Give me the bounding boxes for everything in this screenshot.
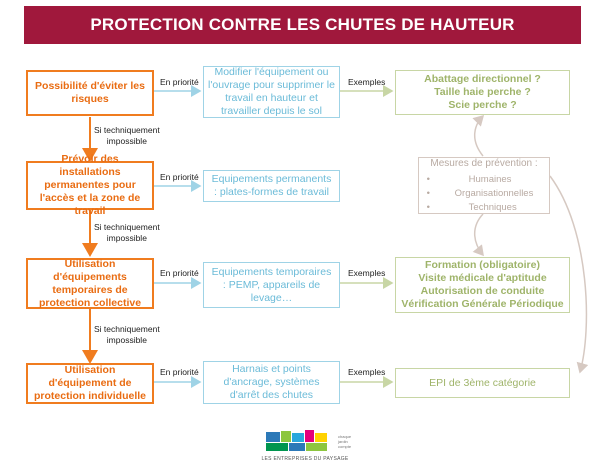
logo-tagline-1: chaque [338,434,352,439]
label-priority-4: En priorité [160,367,199,377]
step-box-individual [26,363,154,404]
logo-mark-icon [260,428,338,454]
examples-box-4 [395,368,570,398]
solution-box-3 [203,262,340,308]
prevention-item: • Techniques [435,201,534,215]
if-impossible-line1: Si techniquement [94,125,160,135]
step-box-collective [26,258,154,309]
example-3-2: Autorisation de conduite [420,285,545,297]
solution-text-4: Harnais et points d'ancrage, systèmes d'arrêt des chutes [223,363,320,401]
label-examples-4: Exemples [348,367,386,377]
label-examples-1: Exemples [348,77,386,87]
arrow-prevention-to-examples1 [475,116,483,156]
title-banner: PROTECTION CONTRE LES CHUTES DE HAUTEUR [24,6,581,44]
step-label-4: Utilisation d'équipement de protection individuelle [34,364,147,402]
label-priority-2: En priorité [160,172,199,182]
logo-tagline [338,434,351,449]
if-impossible-line1: Si techniquement [94,222,160,232]
prevention-list [435,173,534,215]
step-label-3: Utilisation d'équipements temporaires de protection collective [38,257,142,309]
examples-box-1 [395,70,570,115]
step-box-permanent [26,153,154,217]
prevention-item: • Humaines [435,173,534,187]
solution-box-2 [203,170,340,202]
examples-box-3 [395,257,570,313]
logo-text: LES ENTREPRISES DU PAYSAGE [261,456,349,462]
solution-text-1: Modifier l'équipement ou l'ouvrage pour supprimer le travail en hauteur et travailler depuis le sol [208,66,335,117]
example-4-0: EPI de 3ème catégorie [429,376,536,389]
example-1-2: Scie perche ? [448,99,517,111]
if-impossible-line2: impossible [106,136,147,146]
example-1-0: Abattage directionnel ? [424,73,541,85]
label-if-impossible-2 [94,222,160,244]
step-box-avoid-risk [26,70,154,116]
logo [260,428,350,468]
example-3-1: Visite médicale d'aptitude [418,272,547,284]
step-label-1: Possibilité d'éviter les risques [35,80,145,105]
solution-box-1 [203,66,340,118]
label-if-impossible-1 [94,125,160,147]
prevention-item: • Organisationnelles [435,187,534,201]
prevention-title: Mesures de prévention : [430,157,538,169]
label-examples-3: Exemples [348,268,386,278]
solution-box-4 [203,361,340,404]
logo-tagline-2: jardin [338,439,348,444]
example-1-1: Taille haie perche ? [434,86,531,98]
example-3-0: Formation (obligatoire) [425,259,540,271]
label-priority-1: En priorité [160,77,199,87]
if-impossible-line2: impossible [106,335,147,345]
if-impossible-line1: Si techniquement [94,324,160,334]
label-priority-3: En priorité [160,268,199,278]
solution-text-2: Equipements permanents : plates-formes de travail [211,173,332,198]
example-3-3: Vérification Générale Périodique [401,298,564,310]
prevention-box [418,157,550,214]
arrow-prevention-to-examples3 [475,214,483,255]
step-label-2: Prévoir des installations permanentes pour l'accès et la zone de travail [39,153,141,217]
label-if-impossible-3 [94,324,160,346]
logo-tagline-3: compte [338,444,352,449]
solution-text-3: Equipements temporaires : PEMP, appareils de levage… [211,265,332,304]
if-impossible-line2: impossible [106,233,147,243]
